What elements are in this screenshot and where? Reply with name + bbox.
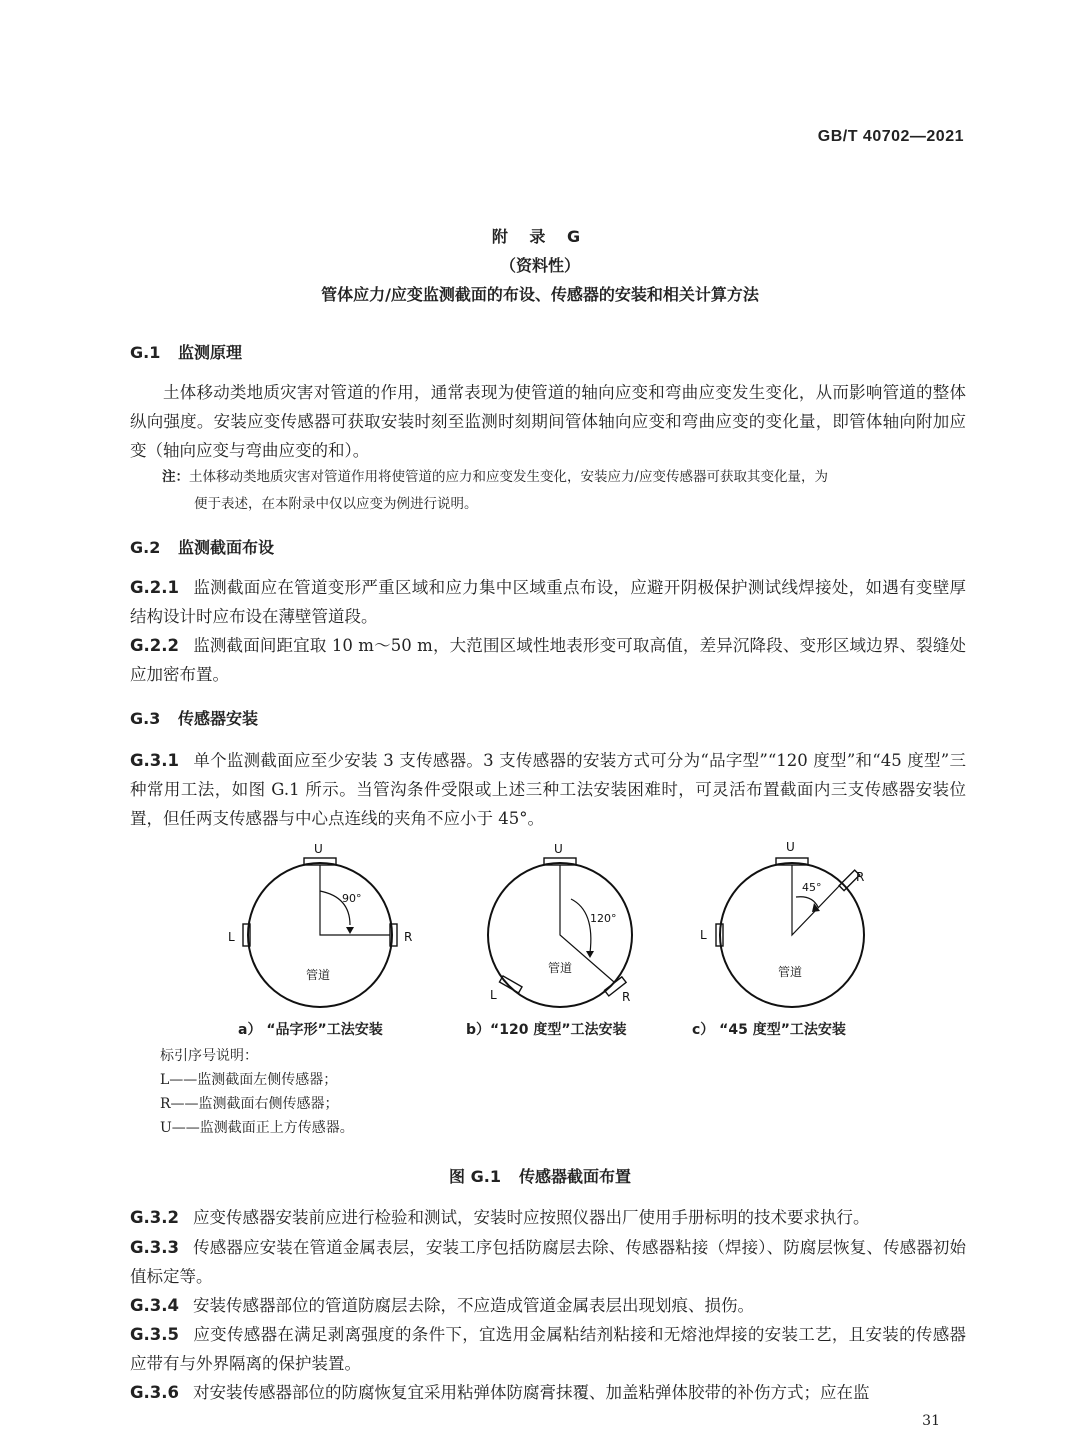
clause-number: G.3.5 (130, 1325, 180, 1344)
clause-g22 (130, 631, 966, 689)
label-l-a: L (228, 930, 235, 944)
clause-text: 传感器应安装在管道金属表层，安装工序包括防腐层去除、传感器粘接（焊接）、防腐层恢复、传感器初始值标定等。 (130, 1238, 966, 1286)
clause-number: G.3.2 (130, 1208, 180, 1227)
clause-g35 (130, 1320, 966, 1378)
figure-key (160, 1044, 354, 1140)
figure-number: 图 G.1 (449, 1167, 501, 1186)
section-g1-heading (130, 340, 242, 363)
clause-text: 单个监测截面应至少安装 3 支传感器。3 支传感器的安装方式可分为“品字型”“120 度型”和“45 度型”三种常用工法，如图 G.1 所示。当管沟条件受限或上述三种工法安装困难时，可灵活布置截面内三支传感器安装位置，但任两支传感器与中心点连线的夹角不应小于 45°。 (130, 751, 966, 828)
section-number: G.2 (130, 538, 161, 557)
pipe-label-c: 管道 (778, 965, 803, 979)
appendix-label: 附 录 G (491, 227, 589, 246)
section-number: G.1 (130, 343, 161, 362)
section-title: 传感器安装 (178, 709, 259, 728)
section-g2-heading (130, 535, 274, 558)
label-u-c: U (786, 840, 795, 854)
section-title: 监测原理 (178, 343, 243, 362)
subcaption-a: a） “品字形”工法安装 (238, 1022, 383, 1038)
clause-g32 (130, 1203, 966, 1232)
figure-caption (0, 1164, 1080, 1187)
section-g3-heading (130, 706, 258, 729)
page-number: 31 (922, 1413, 940, 1429)
pipe-label-b: 管道 (548, 961, 573, 975)
clause-g31 (130, 746, 966, 833)
arrow-head-a (346, 927, 354, 934)
angle-lines-c (792, 865, 842, 935)
clause-number: G.3.3 (130, 1238, 180, 1257)
label-r-a: R (404, 930, 413, 944)
clause-text: 对安装传感器部位的防腐恢复宜采用粘弹体防腐膏抹覆、加盖粘弹体胶带的补伤方式；应在监 (193, 1383, 870, 1402)
figure-g1 (0, 835, 1080, 1015)
key-item-l: L——监测截面左侧传感器； (160, 1072, 338, 1088)
subcaption-b: b）“120 度型”工法安装 (466, 1022, 627, 1038)
clause-g21 (130, 573, 966, 631)
g1-note (162, 464, 968, 518)
clause-text: 应变传感器在满足剥离强度的条件下，宜选用金属粘结剂粘接和无熔池焊接的安装工艺，且安装的传感器应带有与外界隔离的保护装置。 (130, 1325, 966, 1373)
label-u-a: U (314, 842, 323, 856)
clause-text: 应变传感器安装前应进行检验和测试，安装时应按照仪器出厂使用手册标明的技术要求执行。 (193, 1208, 870, 1227)
document-number: GB/T 40702—2021 (817, 128, 964, 145)
key-title: 标引序号说明： (160, 1048, 258, 1064)
clause-number: G.3.6 (130, 1383, 180, 1402)
appendix-nature: （资料性） (499, 256, 580, 275)
clause-text: 监测截面应在管道变形严重区域和应力集中区域重点布设，应避开阴极保护测试线焊接处，如遇有变壁厚结构设计时应布设在薄壁管道段。 (130, 578, 966, 626)
section-number: G.3 (130, 709, 161, 728)
clause-g36 (130, 1378, 966, 1407)
angle-label-a: 90° (342, 892, 362, 905)
label-l-c: L (700, 928, 707, 942)
clause-number: G.2.2 (130, 636, 180, 655)
angle-arc-b (571, 899, 591, 953)
note-label: 注： (162, 469, 189, 485)
note-line-2: 便于表述，在本附录中仅以应变为例进行说明。 (194, 496, 478, 512)
section-title: 监测截面布设 (178, 538, 275, 557)
angle-label-c: 45° (802, 881, 822, 894)
clause-number: G.3.1 (130, 751, 180, 770)
angle-label-b: 120° (590, 912, 617, 925)
clause-g34 (130, 1291, 966, 1320)
label-r-c: R (856, 870, 865, 884)
key-item-u: U——监测截面正上方传感器。 (160, 1120, 354, 1136)
clause-text: 监测截面间距宜取 10 m～50 m，大范围区域性地表形变可取高值，差异沉降段、变形区域边界、裂缝处应加密布置。 (130, 636, 966, 684)
arrow-head-b (586, 951, 594, 958)
clause-text: 安装传感器部位的管道防腐层去除，不应造成管道金属表层出现划痕、损伤。 (193, 1296, 755, 1315)
pipe-label-a: 管道 (306, 968, 331, 982)
label-r-b: R (622, 990, 631, 1004)
figure-title: 传感器截面布置 (518, 1167, 631, 1186)
clause-number: G.3.4 (130, 1296, 180, 1315)
subcaption-c: c） “45 度型”工法安装 (692, 1022, 846, 1038)
clause-number: G.2.1 (130, 578, 180, 597)
appendix-title: 管体应力/应变监测截面的布设、传感器的安装和相关计算方法 (321, 285, 759, 304)
label-u-b: U (554, 842, 563, 856)
key-item-r: R——监测截面右侧传感器； (160, 1096, 339, 1112)
g1-paragraph: 土体移动类地质灾害对管道的作用，通常表现为使管道的轴向应变和弯曲应变发生变化，从而影响管道的整体纵向强度。安装应变传感器可获取安装时刻至监测时刻期间管体轴向应变和弯曲应变的变化量，即管体轴向附加应变（轴向应变与弯曲应变的和）。 (130, 383, 966, 460)
note-line-1: 土体移动类地质灾害对管道作用将使管道的应力和应变发生变化，安装应力/应变传感器可获取其变化量，为 (189, 469, 829, 485)
label-l-b: L (490, 988, 497, 1002)
clause-g33 (130, 1233, 966, 1291)
